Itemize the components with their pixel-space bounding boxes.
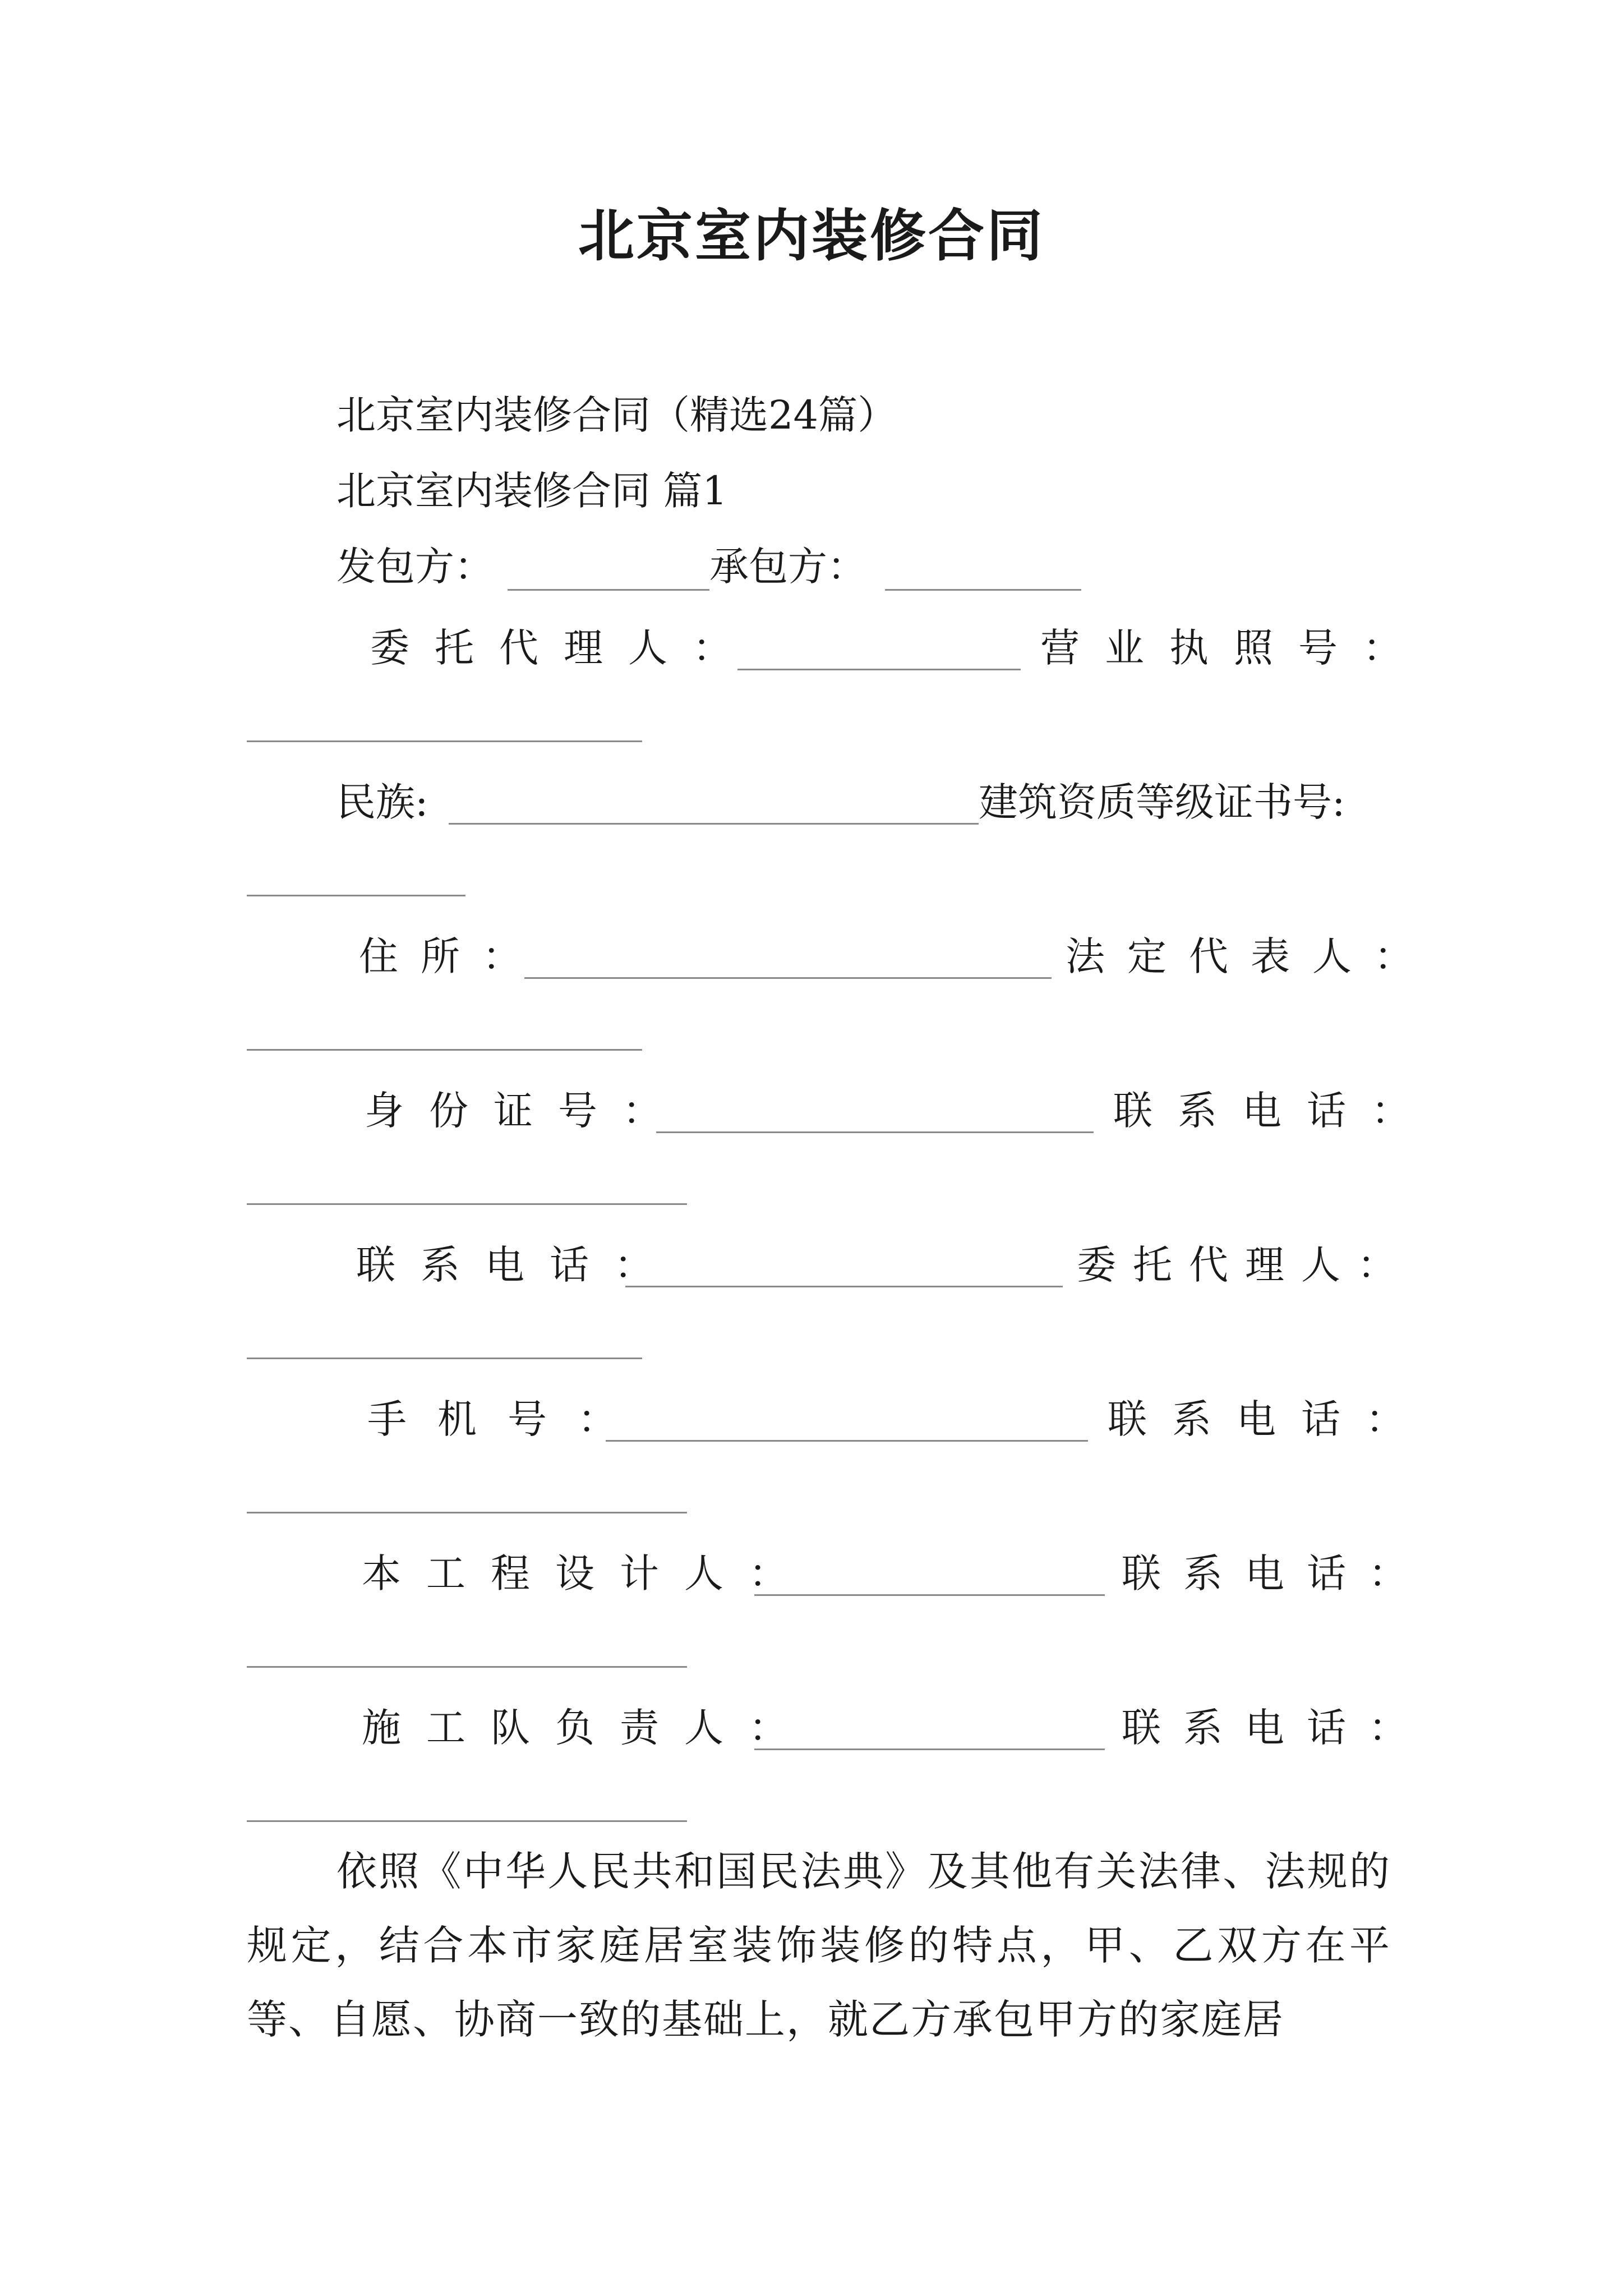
mobile-label: 手机号： <box>367 1396 648 1442</box>
qualification-cert-label: 建筑资质等级证书号: <box>979 779 1345 825</box>
agent-field-line[interactable] <box>737 669 1021 670</box>
contact-phone-field-line[interactable] <box>247 1203 687 1205</box>
document-subtitle: 北京室内装修合同（精选24篇） <box>336 392 897 438</box>
legal-rep-field-line[interactable] <box>247 1049 642 1051</box>
contact-phone-label-3: 联系电话： <box>1108 1396 1430 1442</box>
part-heading: 北京室内装修合同 篇1 <box>336 468 727 514</box>
qualification-cert-field-line[interactable] <box>247 895 465 896</box>
contact-phone-5-field-line[interactable] <box>247 1820 687 1822</box>
business-license-field-line[interactable] <box>247 740 642 742</box>
contact-phone-label-2: 联系电话： <box>356 1242 679 1288</box>
contractor-label: 承包方： <box>709 544 866 590</box>
id-number-field-line[interactable] <box>656 1131 1094 1133</box>
designer-label: 本工程设计人： <box>362 1550 813 1596</box>
intro-paragraph: 依照《中华人民共和国民法典》及其他有关法律、法规的规定，结合本市家庭居室装饰装修的特点，甲、乙双方在平等、自愿、协商一致的基础上，就乙方承包甲方的家庭居 <box>247 1848 1391 2043</box>
address-field-line[interactable] <box>524 977 1052 979</box>
ethnicity-label: 民族: <box>336 779 428 825</box>
ethnicity-field-line[interactable] <box>449 823 979 825</box>
team-leader-field-line[interactable] <box>754 1749 1105 1750</box>
team-leader-label: 施工队负责人： <box>362 1705 813 1751</box>
id-number-label: 身份证号： <box>365 1088 687 1134</box>
contractor-field-line[interactable] <box>885 589 1081 591</box>
contact-phone-label-4: 联系电话： <box>1122 1550 1430 1596</box>
address-label: 住所： <box>359 933 544 979</box>
document-title: 北京室内装修合同 <box>578 203 1045 269</box>
legal-rep-label: 法定代表人： <box>1066 933 1436 979</box>
contact-phone-4-field-line[interactable] <box>247 1666 687 1668</box>
agent-2-field-line[interactable] <box>247 1358 642 1359</box>
contact-phone-3-field-line[interactable] <box>247 1512 687 1513</box>
contact-phone-2-field-line[interactable] <box>625 1286 1063 1287</box>
agent-label: 委托代理人： <box>370 625 757 671</box>
agent-label-2: 委托代理人： <box>1077 1242 1413 1288</box>
contact-phone-label: 联系电话： <box>1113 1088 1436 1134</box>
issuer-field-line[interactable] <box>508 589 709 591</box>
designer-field-line[interactable] <box>754 1594 1105 1596</box>
issuer-label: 发包方： <box>336 544 494 590</box>
contact-phone-label-5: 联系电话： <box>1122 1705 1430 1751</box>
mobile-field-line[interactable] <box>606 1440 1088 1442</box>
business-license-label: 营业执照号： <box>1040 625 1427 671</box>
